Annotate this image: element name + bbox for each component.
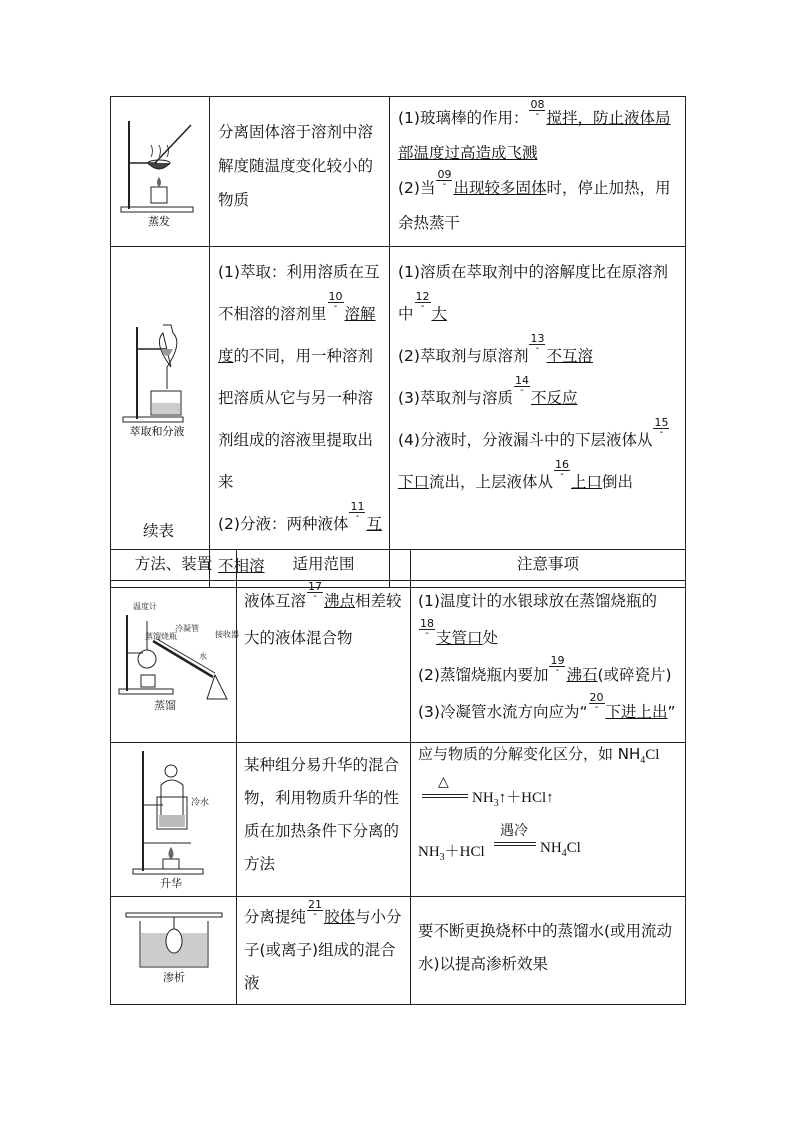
table-row-extraction — [111, 247, 686, 588]
scope-text: 某种组分易升华的混合物，利用物质升华的性质在加热条件下分离的方法 — [244, 756, 400, 873]
answer-number: 10 - — [328, 290, 343, 312]
answer-text: 沸石 — [566, 666, 598, 684]
answer-number: 14 - — [514, 374, 529, 396]
evaporation-caption: 蒸发 — [148, 215, 170, 228]
answer-text: 搅拌，防止液体局部温度过高造成飞溅 — [398, 109, 671, 162]
distillation-notes: (1)温度计的水银球放在蒸馏烧瓶的 18 - 支管口处 (2)蒸馏烧瓶内要加 19 - 沸石(或碎瓷片) (3)冷凝管水流方向应为“ 20 - 下进上出” — [411, 581, 686, 743]
methods-table-part2 — [110, 549, 686, 1005]
cooling-condition: 遇冷 — [500, 823, 528, 839]
distillation-caption: 蒸馏 — [153, 699, 176, 712]
extraction-scope — [210, 247, 390, 588]
answer-number: 12 - — [415, 290, 430, 312]
methods-table-part1 — [110, 96, 686, 588]
answer-number: 17 - — [308, 580, 323, 602]
answer-text: 溶解度 — [218, 305, 376, 365]
scope-text: (1)萃取：利用溶质在互不相溶的溶剂里 — [218, 263, 380, 323]
answer-number: 08 - — [530, 98, 545, 120]
continued-table-label: 续表 — [143, 522, 175, 540]
sublimation-figure-cell — [111, 743, 237, 897]
sublimation-note-line: 应与物质的分解变化区分，如 $NH_4Cl$ — [418, 745, 660, 766]
evaporation-apparatus-icon — [115, 111, 205, 229]
answer-number: 11 - — [350, 500, 365, 522]
distillation-scope: 液体互溶 17 - 沸点相差较大的液体混合物 — [237, 581, 411, 743]
evaporation-figure-cell — [111, 97, 210, 247]
answer-text: 不互溶 — [546, 347, 593, 365]
dialysis-notes — [411, 897, 686, 1005]
water-label: 水 — [198, 652, 207, 661]
answer-number: 15 - — [654, 416, 669, 438]
note-text: 时，停止加热，用余热蒸干 — [398, 179, 671, 232]
sublimation-caption: 升华 — [159, 877, 182, 890]
scope-text: 的不同，用一种溶剂把溶质从它与另一种溶剂组成的溶液里提取出来 — [218, 347, 374, 491]
table-row-dialysis — [111, 897, 686, 1005]
evaporation-scope-text: 分离固体溶于溶剂中溶解度随温度变化较小的物质 — [218, 123, 374, 209]
table-header-row — [111, 550, 686, 581]
answer-number: 19 - — [550, 654, 565, 676]
cold-water-label: 冷水 — [190, 798, 209, 808]
column-header-scope: 适用范围 — [237, 550, 411, 581]
condenser-label: 冷凝管 — [174, 624, 199, 633]
sublimation-notes — [411, 743, 686, 897]
receiver-label: 接收器 — [214, 630, 239, 639]
answer-text: 下进上出 — [605, 703, 668, 721]
sublimation-scope — [237, 743, 411, 897]
dialysis-figure-cell — [111, 897, 237, 1005]
dialysis-caption: 渗析 — [162, 971, 185, 984]
answer-number: 20 - — [589, 691, 604, 713]
distillation-figure-cell — [111, 581, 237, 743]
answer-text: 沸点 — [324, 592, 356, 610]
distillation-apparatus-icon — [115, 595, 239, 713]
answer-text: 胶体 — [324, 908, 356, 926]
answer-text: 下口 — [398, 473, 430, 491]
combination-equation: $NH_3+HCl$ 遇冷 $NH_4Cl$ — [418, 820, 679, 860]
dialysis-apparatus-icon — [122, 909, 226, 985]
separatory-funnel-apparatus-icon — [115, 319, 205, 439]
column-header-notes: 注意事项 — [411, 550, 686, 581]
table-row-evaporation — [111, 97, 686, 247]
evaporation-scope — [210, 97, 390, 247]
column-header-method: 方法、装置 — [111, 550, 237, 581]
answer-text: 出现较多固体 — [453, 179, 547, 197]
answer-text: 不反应 — [530, 389, 578, 407]
answer-number: 18 - — [420, 617, 434, 639]
answer-number: 16 - — [555, 458, 570, 480]
note-text: 要不断更换烧杯中的蒸馏水(或用流动水)以提高渗析效果 — [418, 922, 673, 973]
note-text: (2)当 — [398, 179, 436, 197]
answer-number: 09 - — [437, 168, 452, 190]
decomposition-equation: △ $NH_3↑+HCl↑$ — [418, 774, 679, 814]
sublimation-apparatus-icon — [129, 745, 219, 891]
extraction-notes: (1)溶质在萃取剂中的溶解度比在原溶剂中 12 - 大 (2)萃取剂与原溶剂 13 - 不互溶 (3)萃取剂与溶质 14 - 不反应 (4)分液时，分液漏斗中的下层液体从 15 - 下口流出，上层液体从 16 - 上口倒出 — [390, 247, 686, 588]
answer-text: 大 — [431, 305, 448, 323]
answer-text: 上口 — [571, 473, 603, 491]
distilling-flask-label: 蒸馏烧瓶 — [144, 632, 177, 641]
thermometer-label: 温度计 — [132, 602, 157, 611]
answer-text: 支管口 — [436, 629, 483, 647]
answer-number: 13 - — [530, 332, 545, 354]
table-row-sublimation — [111, 743, 686, 897]
note-text: (1)玻璃棒的作用： — [398, 109, 529, 127]
scope-text: (2)分液：两种液体 — [218, 515, 349, 533]
dialysis-scope: 分离提纯 21 - 胶体与小分子(或离子)组成的混合液 — [237, 897, 411, 1005]
table-row-distillation — [111, 581, 686, 743]
evaporation-notes — [390, 97, 686, 247]
answer-text: 互不相溶 — [218, 515, 382, 575]
answer-number: 21 - — [308, 898, 323, 920]
heat-symbol: △ — [438, 775, 449, 790]
extraction-caption: 萃取和分液 — [129, 425, 185, 438]
